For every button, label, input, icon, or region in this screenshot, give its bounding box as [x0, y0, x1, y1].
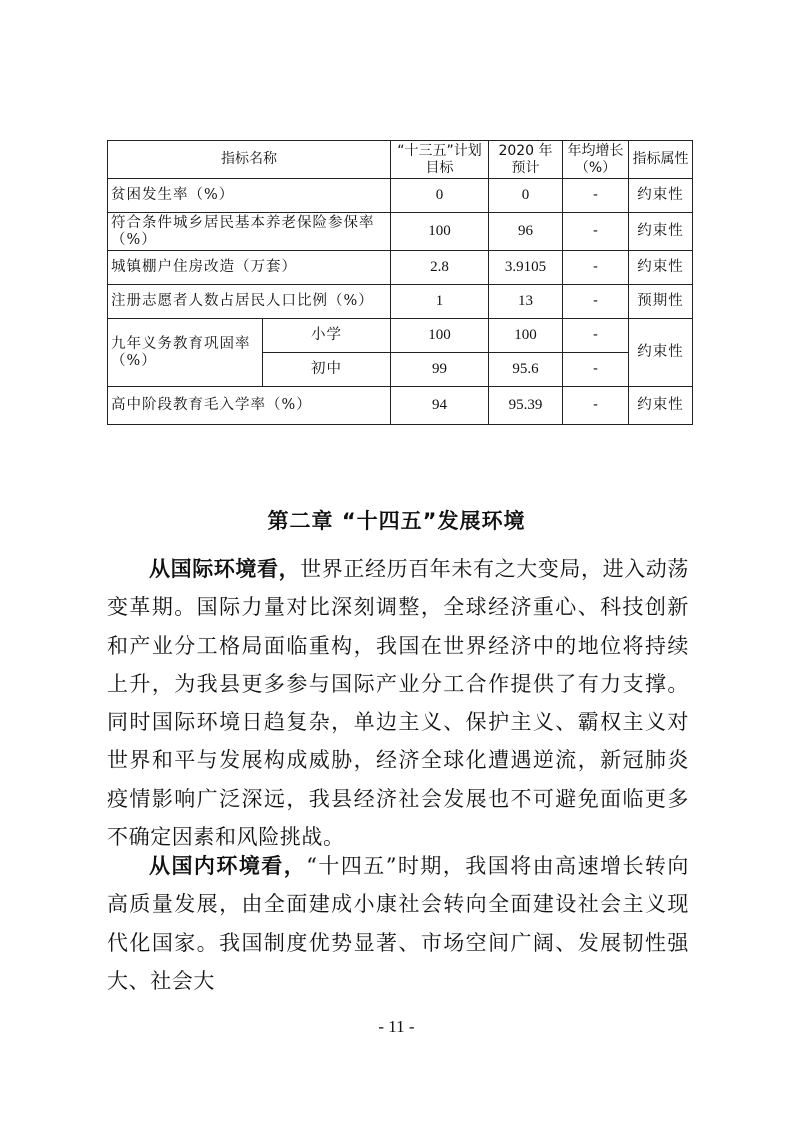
table-row	[108, 285, 693, 319]
header-2020-forecast: 2020 年预计	[489, 141, 563, 179]
indicator-table	[107, 140, 693, 425]
row-name: 城镇棚户住房改造（万套）	[108, 251, 391, 285]
paragraph-lead: 从国际环境看，	[149, 557, 301, 581]
row-plan: 1	[391, 285, 489, 319]
table-row	[108, 179, 693, 213]
header-plan-target: “十三五”计划目标	[391, 141, 489, 179]
row-growth: -	[563, 285, 629, 319]
paragraph-lead: 从国内环境看，	[149, 854, 307, 878]
row-name: 高中阶段教育毛入学率（%）	[108, 387, 391, 425]
table-row	[108, 251, 693, 285]
row-attr: 约束性	[629, 179, 693, 213]
subrow-label: 初中	[263, 353, 391, 387]
paragraph-text: “十四五”时期，我国将由高速增长转向高质量发展，由全面建成小康社会转向全面建设社会主义现代化国家。我国制度优势显著、市场空间广阔、发展韧性强大、社会大	[107, 854, 689, 993]
row-forecast: 0	[489, 179, 563, 213]
row-attr: 约束性	[629, 387, 693, 425]
row-growth: -	[563, 179, 629, 213]
header-indicator-name: 指标名称	[108, 141, 391, 179]
row-plan: 99	[391, 353, 489, 387]
table-row	[108, 319, 693, 353]
row-forecast: 13	[489, 285, 563, 319]
row-forecast: 3.9105	[489, 251, 563, 285]
row-growth: -	[563, 251, 629, 285]
group-name: 九年义务教育巩固率（%）	[108, 319, 263, 387]
row-growth: -	[563, 387, 629, 425]
row-name: 贫困发生率（%）	[108, 179, 391, 213]
row-growth: -	[563, 353, 629, 387]
table-row	[108, 387, 693, 425]
row-growth: -	[563, 319, 629, 353]
chapter-title: 第二章 “十四五”发展环境	[267, 509, 526, 533]
header-annual-growth: 年均增长（%）	[563, 141, 629, 179]
row-plan: 0	[391, 179, 489, 213]
paragraph	[107, 550, 689, 856]
row-forecast: 95.39	[489, 387, 563, 425]
row-plan: 2.8	[391, 251, 489, 285]
row-attr: 预期性	[629, 285, 693, 319]
group-attr: 约束性	[629, 319, 693, 387]
row-name: 注册志愿者人数占居民人口比例（%）	[108, 285, 391, 319]
paragraph-text: 世界正经历百年未有之大变局，进入动荡变革期。国际力量对比深刻调整，全球经济重心、科技创新和产业分工格局面临重构，我国在世界经济中的地位将持续上升，为我县更多参与国际产业分工合作提供了有力支撑。同时国际环境日趋复杂，单边主义、保护主义、霸权主义对世界和平与发展构成威胁，经济全球化遭遇逆流，新冠肺炎疫情影响广泛深远，我县经济社会发展也不可避免面临更多不确定因素和风险挑战。	[107, 557, 690, 850]
row-growth: -	[563, 213, 629, 251]
row-forecast: 96	[489, 213, 563, 251]
row-attr: 约束性	[629, 251, 693, 285]
table-header-row	[108, 141, 693, 179]
table-row	[108, 213, 693, 251]
row-name: 符合条件城乡居民基本养老保险参保率（%）	[108, 213, 391, 251]
row-plan: 94	[391, 387, 489, 425]
page-number: - 11 -	[378, 1017, 415, 1036]
paragraph	[107, 847, 689, 1000]
subrow-label: 小学	[263, 319, 391, 353]
header-indicator-attr: 指标属性	[629, 141, 693, 179]
row-plan: 100	[391, 319, 489, 353]
row-attr: 约束性	[629, 213, 693, 251]
row-plan: 100	[391, 213, 489, 251]
row-forecast: 95.6	[489, 353, 563, 387]
row-forecast: 100	[489, 319, 563, 353]
